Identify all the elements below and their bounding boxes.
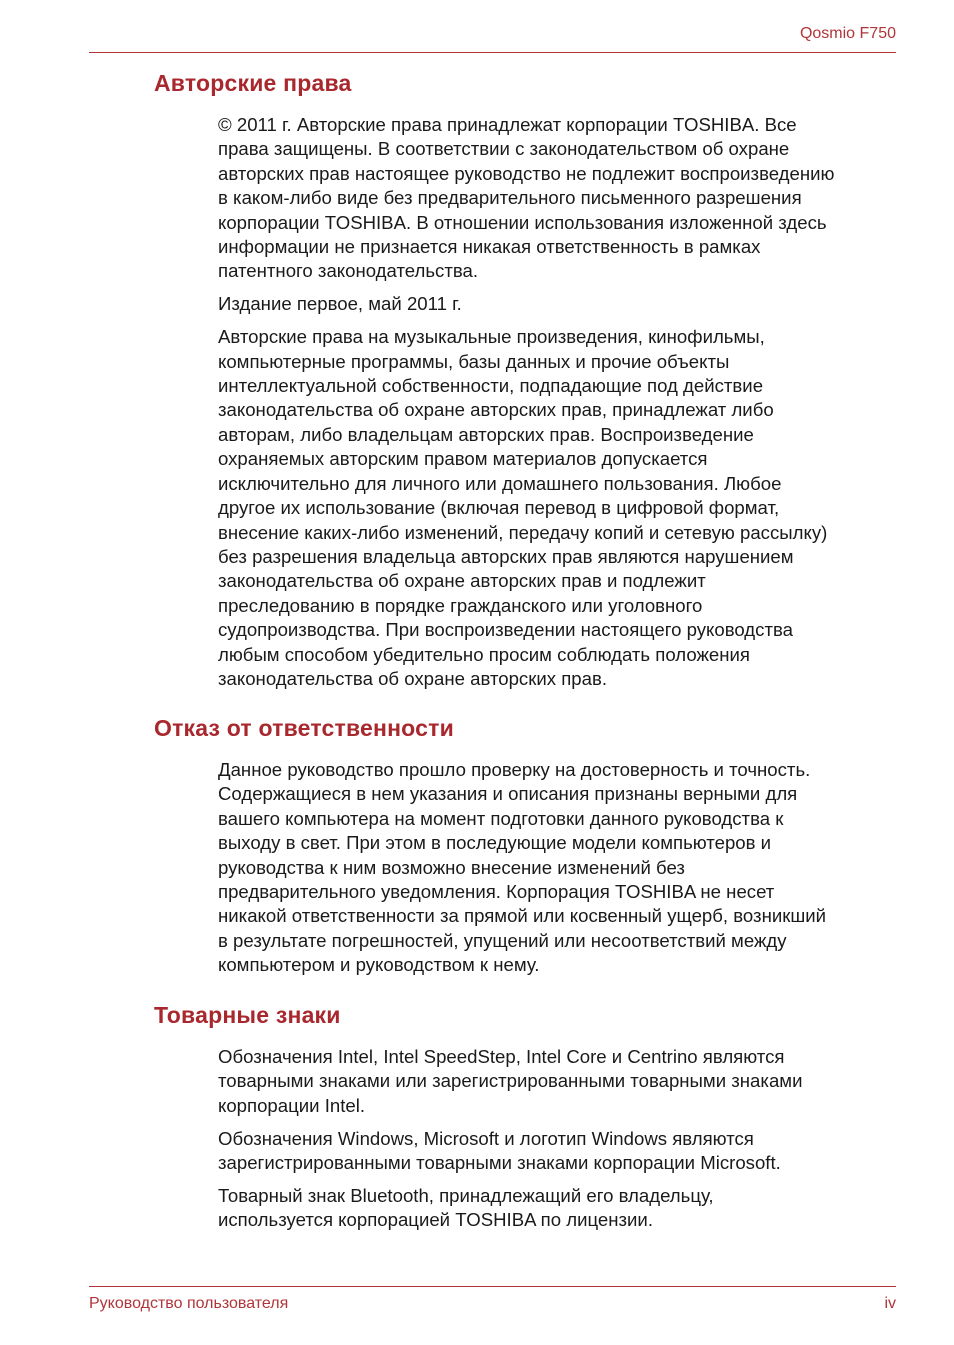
- header-divider: [89, 52, 896, 53]
- trademarks-text: [218, 1045, 908, 1241]
- header-product-name: Qosmio F750: [799, 25, 896, 42]
- heading-disclaimer: Отказ от ответственности: [154, 715, 454, 741]
- footer-divider: [89, 1286, 896, 1287]
- heading-trademarks: Товарные знаки: [154, 1002, 341, 1028]
- footer-page-number: iv: [884, 1295, 896, 1312]
- trademarks-paragraph-2: Обозначения Windows, Microsoft и логотип Windows являются зарегистрированными товарными знаками корпорации Microsoft.: [218, 1127, 781, 1174]
- disclaimer-paragraph-1: Данное руководство прошло проверку на достоверность и точность. Содержащиеся в нем указания и описания признаны верными для вашего компьютера на момент подготовки данного руководства к выходу в свет. При этом в последующие модели компьютеров и руководства к ним возможно внесение изменений без предварительного уведомления. Корпорация TOSHIBA не несет никакой ответственности за прямой или косвенный ущерб, возникший в результате погрешностей, упущений или несоответствий между компьютером и руководством к нему.: [218, 759, 827, 976]
- heading-copyright: Авторские права: [154, 70, 352, 96]
- copyright-paragraph-1: © 2011 г. Авторские права принадлежат корпорации TOSHIBA. Все права защищены. В соответствии с законодательством об охране авторских прав настоящее руководство не подлежит воспроизведению в каком-либо виде без предварительного письменного разрешения корпорации TOSHIBA. В отношении использования изложенной здесь информации не признается никакая ответственность в рамках патентного законодательства.: [218, 114, 835, 282]
- footer-manual-title: Руководство пользователя: [89, 1295, 289, 1312]
- copyright-paragraph-2: Издание первое, май 2011 г.: [218, 293, 462, 315]
- disclaimer-text: [218, 758, 908, 986]
- trademarks-paragraph-1: Обозначения Intel, Intel SpeedStep, Intel Core и Centrino являются товарными знаками или зарегистрированными товарными знаками корпорации Intel.: [218, 1046, 803, 1116]
- copyright-text: [218, 113, 908, 700]
- copyright-paragraph-3: Авторские права на музыкальные произведения, кинофильмы, компьютерные программы, базы данных и прочие объекты интеллектуальной собственности, подпадающие под действие законодательства об охране авторских прав, принадлежат либо авторам, либо владельцам авторских прав. Воспроизведение охраняемых авторским правом материалов допускается исключительно для личного или домашнего пользования. Любое другое их использование (включая перевод в цифровой формат, внесение каких-либо изменений, передачу копий и сетевую рассылку) без разрешения владельца авторских прав являются нарушением законодательства об охране авторских прав и подлежит преследованию в порядке гражданского или уголовного судопроизводства. При воспроизведении настоящего руководства любым способом убедительно просим соблюдать положения законодательства об охране авторских прав.: [218, 326, 828, 689]
- trademarks-paragraph-3: Товарный знак Bluetooth, принадлежащий его владельцу, используется корпорацией TOSHIBA по лицензии.: [218, 1185, 714, 1231]
